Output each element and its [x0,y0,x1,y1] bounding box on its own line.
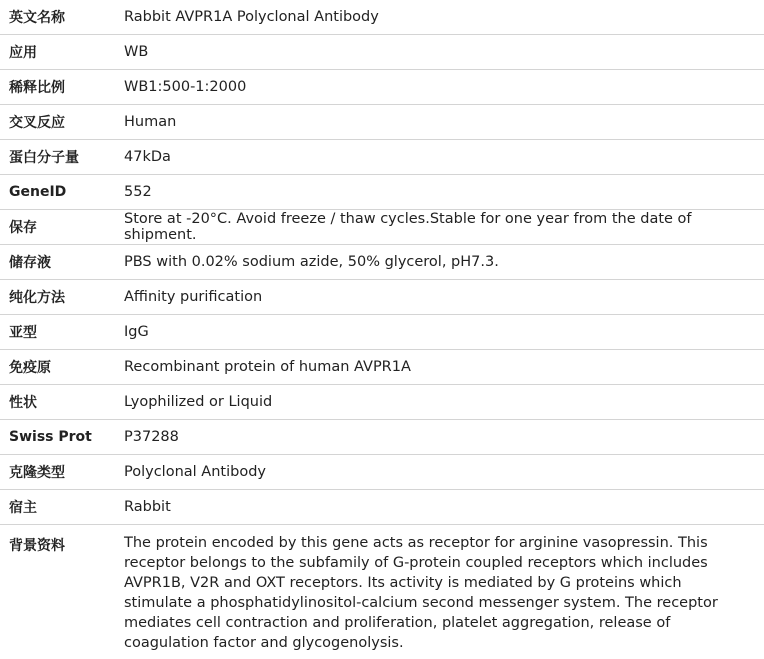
row-label: 克隆类型 [0,455,124,490]
row-label: 保存 [0,210,124,245]
row-clonality [0,455,764,490]
row-label: 免疫原 [0,350,124,385]
row-label: 应用 [0,35,124,70]
row-value: IgG [124,315,764,350]
row-value: The protein encoded by this gene acts as receptor for arginine vasopressin. This receptor belongs to the subfamily of G-protein coupled receptors which includes AVPR1B, V2R and OXT receptors. Its activity is mediated by G proteins which stimulate a phosphatidylinositol-calcium second messenger system. The receptor mediates cell contraction and proliferation, platelet aggregation, release of coagulation factor and glycogenolysis. [124,525,764,659]
row-gene-id [0,175,764,210]
row-label: 亚型 [0,315,124,350]
row-value: Recombinant protein of human AVPR1A [124,350,764,385]
row-label: 稀释比例 [0,70,124,105]
row-label: 背景资料 [0,525,124,659]
row-label: Swiss Prot [0,420,124,455]
row-label: 交叉反应 [0,105,124,140]
row-molecular-weight [0,140,764,175]
row-dilution [0,70,764,105]
row-background [0,525,764,659]
row-purification [0,280,764,315]
row-label: 纯化方法 [0,280,124,315]
row-value: Rabbit AVPR1A Polyclonal Antibody [124,0,764,35]
row-form [0,385,764,420]
row-immunogen [0,350,764,385]
row-isotype [0,315,764,350]
row-storage [0,210,764,245]
row-reactivity [0,105,764,140]
row-label: 蛋白分子量 [0,140,124,175]
row-value: WB1:500-1:2000 [124,70,764,105]
row-label: 储存液 [0,245,124,280]
row-value: 47kDa [124,140,764,175]
row-value: Human [124,105,764,140]
row-swiss-prot [0,420,764,455]
row-value: Polyclonal Antibody [124,455,764,490]
row-value: Rabbit [124,490,764,525]
row-storage-buffer [0,245,764,280]
row-value: Lyophilized or Liquid [124,385,764,420]
row-label: 英文名称 [0,0,124,35]
row-value: Affinity purification [124,280,764,315]
row-english-name [0,0,764,35]
row-value: WB [124,35,764,70]
row-value: 552 [124,175,764,210]
row-host [0,490,764,525]
row-label: 宿主 [0,490,124,525]
row-value: P37288 [124,420,764,455]
row-value: PBS with 0.02% sodium azide, 50% glycerol, pH7.3. [124,245,764,280]
row-application [0,35,764,70]
row-label: 性状 [0,385,124,420]
row-label: GeneID [0,175,124,210]
row-value: Store at -20°C. Avoid freeze / thaw cycles.Stable for one year from the date of shipment. [124,210,764,245]
